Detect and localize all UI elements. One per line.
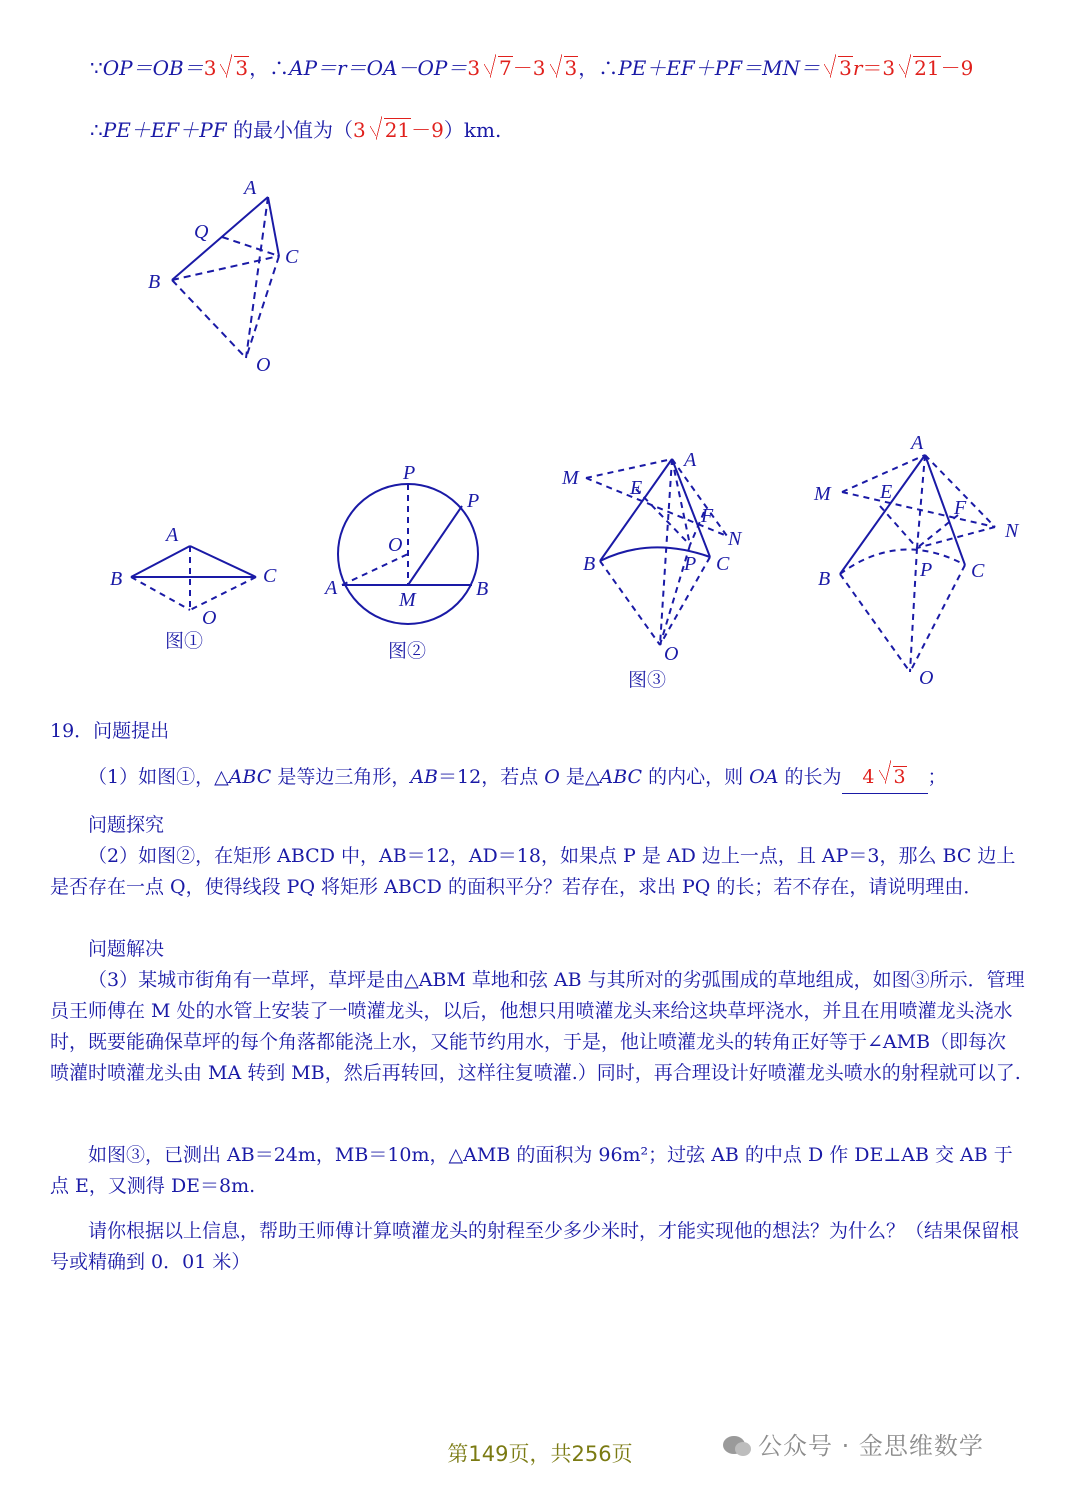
expr-sum: PE＋EF＋PF (102, 118, 227, 142)
heading-explore: 问题探究 (88, 814, 165, 836)
therefore-symbol: ∴ (90, 118, 103, 142)
point-label: O (919, 667, 934, 689)
point-label: C (971, 560, 985, 582)
segment-qc (222, 237, 279, 256)
point-label: B (148, 271, 161, 293)
segment-bo (172, 280, 246, 358)
text-min: 的最小值为（ (226, 118, 353, 142)
point-label: C (263, 565, 277, 587)
point-label: A (244, 177, 257, 199)
because-symbol: ∵ (90, 56, 103, 80)
point-label: B (583, 553, 596, 575)
point-label: N (728, 528, 742, 550)
fig3-caption: 图③ (628, 669, 667, 691)
question-1: （1）如图①，△ABC 是等边三角形，AB＝12，若点 O 是△ABC 的内心，则 OA 的长为 4 3 ； (50, 762, 1025, 794)
point-label: A (911, 432, 924, 454)
value-min: 3 21－9 (352, 118, 444, 142)
point-label: M (814, 483, 831, 505)
point-label: O (388, 534, 403, 556)
fig1-caption: 图① (165, 630, 204, 652)
point-label: M (562, 467, 579, 489)
expr-op-ob: OP＝OB＝ (102, 56, 204, 80)
figure-top (172, 197, 279, 358)
value-3root3: 3 3 (203, 56, 249, 80)
question-2: （2）如图②，在矩形 ABCD 中，AB＝12，AD＝18，如果点 P 是 AD 边上一点，且 AP＝3，那么 BC 边上是否存在一点 Q，使得线段 PQ 将矩形 ABCD 的面积平分？若存在，求出 PQ 的长；若不存在，请说明理由． (50, 845, 1016, 898)
point-label: A (684, 449, 697, 471)
point-label: P (920, 559, 933, 581)
point-label: M (399, 589, 416, 611)
expr-sum: PE＋EF＋PF＝MN＝ (618, 56, 821, 80)
point-label: C (285, 246, 299, 268)
point-label: P (684, 553, 697, 575)
point-label: E (880, 481, 893, 503)
segment-bc (172, 256, 279, 280)
question-3: （3）某城市街角有一草坪，草坪是由△ABM 草地和弦 AB 与其所对的劣弧围成的草地组成，如图③所示．管理员王师傅在 M 处的水管上安装了一喷灌龙头，以后，他想只用喷灌龙头来给这块草坪浇水，并且在用喷灌龙头浇水时，既要能确保草坪的每个角落都能浇上水，又能节约用水，于是，他让喷灌龙头的转角正好等于∠AMB（即每次喷灌时喷灌龙头由 MA 转到 MB，然后再转回，这样往复喷灌.）同时，再合理设计好喷灌龙头喷水的射程就可以了. (50, 969, 1025, 1084)
point-label: A (325, 577, 338, 599)
therefore-symbol: ，∴ (249, 56, 290, 80)
question-3-ask: 请你根据以上信息，帮助王师傅计算喷灌龙头的射程至少多少米时，才能实现他的想法？为什么？（结果保留根号或精确到 0．01 米） (50, 1220, 1020, 1273)
point-label: F (954, 497, 967, 519)
point-label: B (476, 578, 489, 600)
heading-solve: 问题解决 (88, 938, 165, 960)
question-3-data: 如图③，已测出 AB＝24m，MB＝10m，△AMB 的面积为 96m²；过弦 AB 的中点 D 作 DE⊥AB 交 AB 于点 E，又测得 DE＝8m. (50, 1144, 1013, 1197)
point-label: N (1005, 520, 1019, 542)
segment-ao (246, 197, 268, 358)
point-label: O (664, 643, 679, 665)
point-label: E (630, 477, 643, 499)
point-label: C (716, 553, 730, 575)
segment-co (246, 256, 279, 358)
segment-ab (172, 197, 268, 280)
point-label: B (818, 568, 831, 590)
figures-canvas (0, 0, 1080, 700)
watermark: 公众号 · 金思维数学 (722, 1426, 984, 1461)
therefore-symbol: ，∴ (578, 56, 619, 80)
point-label: A (166, 524, 179, 546)
problem-number: 19．问题提出 (50, 720, 170, 742)
answer-blank: 4 3 (842, 762, 928, 794)
figure-1 (131, 546, 256, 610)
text-unit: ）km. (443, 118, 502, 142)
point-label: B (110, 568, 123, 590)
figure-3 (586, 459, 727, 645)
point-label: Q (194, 221, 209, 243)
fig2-caption: 图② (388, 640, 427, 662)
value-ap: 3 7－3 3 (467, 56, 578, 80)
value-mn: 3r＝3 21－9 (820, 56, 973, 80)
point-label: P (467, 490, 480, 512)
point-label: O (202, 607, 217, 629)
page-footer: 第149页，共256页 (447, 1442, 633, 1466)
wechat-icon (722, 1434, 752, 1458)
expr-ap: AP＝r＝OA－OP＝ (289, 56, 468, 80)
segment-ac (268, 197, 279, 256)
point-label: O (256, 354, 271, 376)
point-label: P (403, 462, 416, 484)
point-label: F (701, 505, 714, 527)
